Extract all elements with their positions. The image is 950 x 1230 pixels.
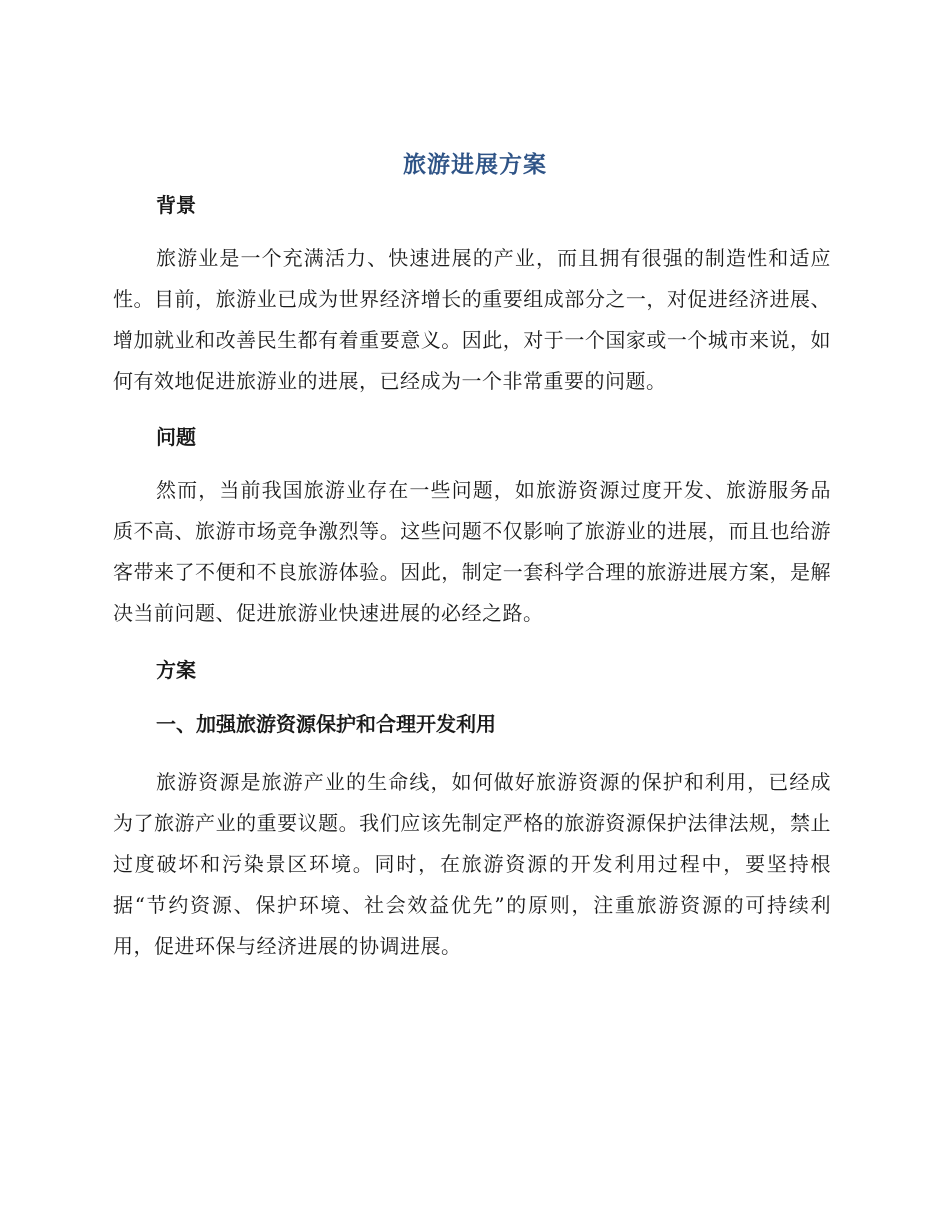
section-heading-issues: 问题: [156, 425, 196, 449]
document-body: [113, 190, 831, 967]
section-heading-background: 背景: [156, 193, 196, 217]
document-title: 旅游进展方案: [403, 152, 547, 178]
subsection-paragraph-resource-protection: 旅游资源是旅游产业的生命线，如何做好旅游资源的保护和利用，已经成为了旅游产业的重要议题。我们应该先制定严格的旅游资源保护法律法规，禁止过度破坏和污染景区环境。同时，在旅游资源的开发利用过程中，要坚持根据“节约资源、保护环境、社会效益优先”的原则，注重旅游资源的可持续利用，促进环保与经济进展的协调进展。: [113, 770, 831, 958]
section-paragraph-issues: 然而，当前我国旅游业存在一些问题，如旅游资源过度开发、旅游服务品质不高、旅游市场竞争激烈等。这些问题不仅影响了旅游业的进展，而且也给游客带来了不便和不良旅游体验。因此，制定一套科学合理的旅游进展方案，是解决当前问题、促进旅游业快速进展的必经之路。: [113, 478, 831, 625]
subsection-heading-resource-protection: 一、加强旅游资源保护和合理开发利用: [156, 712, 496, 736]
section-paragraph-background: 旅游业是一个充满活力、快速进展的产业，而且拥有很强的制造性和适应性。目前，旅游业已成为世界经济增长的重要组成部分之一，对促进经济进展、增加就业和改善民生都有着重要意义。因此，对于一个国家或一个城市来说，如何有效地促进旅游业的进展，已经成为一个非常重要的问题。: [113, 246, 831, 393]
section-heading-plan: 方案: [156, 658, 196, 682]
